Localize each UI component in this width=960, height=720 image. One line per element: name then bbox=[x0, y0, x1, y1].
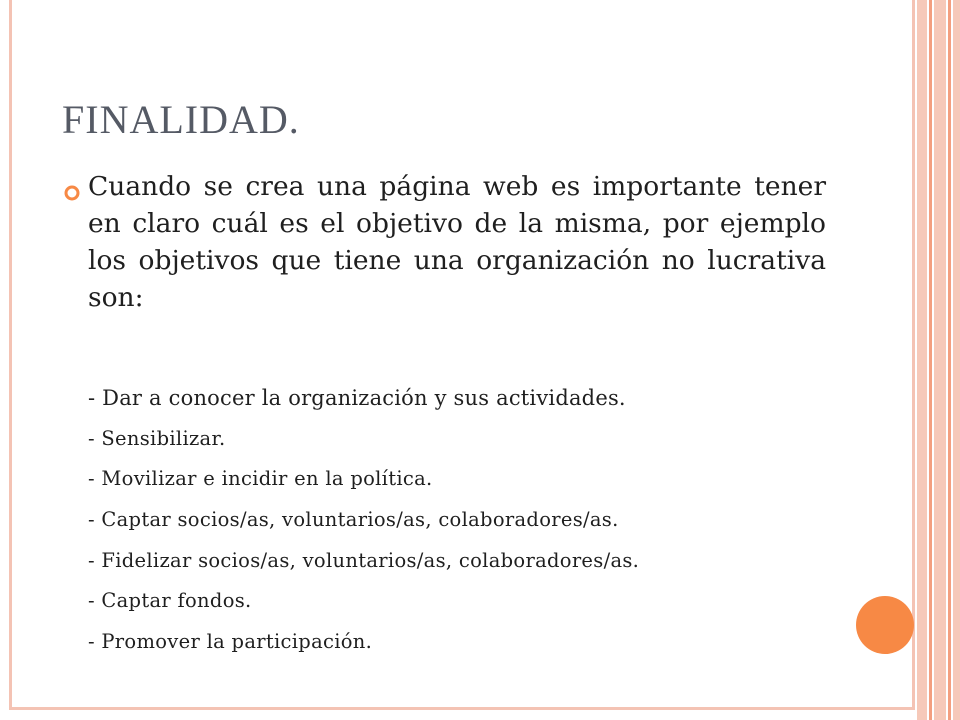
decorative-circle bbox=[856, 596, 914, 654]
list-item: - Movilizar e incidir en la política. bbox=[88, 467, 433, 491]
intro-paragraph: Cuando se crea una página web es importante tener en claro cuál es el objetivo de la misma, por ejemplo los objetivos que tiene una organización no lucrativa son: bbox=[88, 171, 826, 313]
list-item: - Fidelizar socios/as, voluntarios/as, colaboradores/as. bbox=[88, 548, 640, 572]
list-item: - Sensibilizar. bbox=[88, 426, 226, 450]
objectives-list bbox=[88, 378, 639, 663]
list-item: - Promover la participación. bbox=[88, 630, 373, 654]
decorative-stripe bbox=[953, 0, 960, 720]
list-item: - Captar fondos. bbox=[88, 589, 252, 613]
decorative-stripe bbox=[929, 0, 932, 720]
list-item: - Captar socios/as, voluntarios/as, colaboradores/as. bbox=[88, 508, 619, 532]
decorative-stripe bbox=[948, 0, 951, 720]
decorative-stripe bbox=[917, 0, 927, 720]
decorative-stripe bbox=[934, 0, 946, 720]
ring-bullet-icon bbox=[63, 184, 81, 202]
slide-title: FINALIDAD. bbox=[62, 97, 300, 142]
list-item: - Dar a conocer la organización y sus actividades. bbox=[88, 386, 626, 410]
